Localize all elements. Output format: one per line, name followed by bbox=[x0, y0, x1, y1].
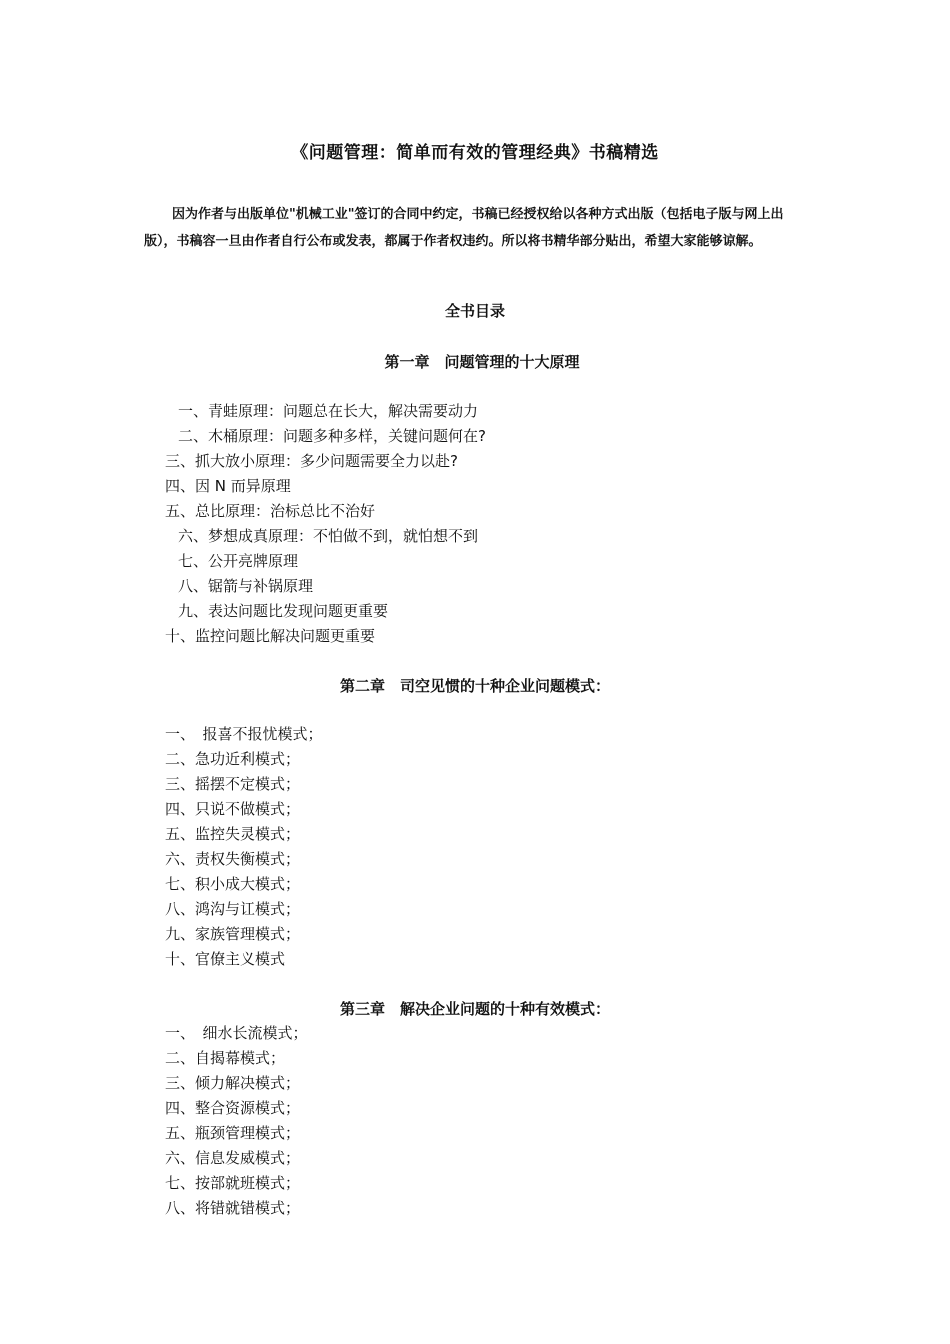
list-item: 五、总比原理：治标总比不治好 bbox=[165, 502, 376, 520]
list-item: 十、监控问题比解决问题更重要 bbox=[165, 627, 376, 645]
list-item: 六、信息发威模式； bbox=[165, 1149, 301, 1167]
chapter-3-list bbox=[165, 1021, 308, 1221]
list-item: 七、按部就班模式； bbox=[165, 1174, 301, 1192]
toc-heading: 全书目录 bbox=[444, 302, 505, 320]
list-item: 八、将错就错模式； bbox=[165, 1199, 301, 1217]
list-item: 三、抓大放小原理：多少问题需要全力以赴? bbox=[165, 452, 458, 470]
list-item: 六、责权失衡模式； bbox=[165, 850, 301, 868]
list-item: 二、急功近利模式； bbox=[165, 750, 301, 768]
list-item: 八、锯箭与补锅原理 bbox=[178, 577, 314, 595]
chapter-1-list bbox=[165, 399, 486, 649]
list-item: 六、梦想成真原理：不怕做不到，就怕想不到 bbox=[178, 527, 479, 545]
chapter-2-list bbox=[165, 722, 323, 972]
chapter-1-heading: 第一章 问题管理的十大原理 bbox=[384, 353, 580, 371]
list-item: 五、瓶颈管理模式； bbox=[165, 1124, 301, 1142]
list-item: 一、青蛙原理：问题总在长大，解决需要动力 bbox=[178, 402, 479, 420]
list-item: 四、整合资源模式； bbox=[165, 1099, 301, 1117]
list-item: 四、因 N 而异原理 bbox=[165, 477, 291, 495]
list-item: 四、只说不做模式； bbox=[165, 800, 301, 818]
list-item: 七、积小成大模式； bbox=[165, 875, 301, 893]
chapter-2-heading: 第二章 司空见惯的十种企业问题模式： bbox=[339, 677, 610, 695]
list-item: 八、鸿沟与讧模式； bbox=[165, 900, 301, 918]
chapter-3-heading: 第三章 解决企业问题的十种有效模式： bbox=[339, 1000, 610, 1018]
list-item: 十、官僚主义模式 bbox=[165, 950, 286, 968]
list-item: 二、木桶原理：问题多种多样，关键问题何在? bbox=[178, 427, 486, 445]
list-item: 三、倾力解决模式； bbox=[165, 1074, 301, 1092]
intro-paragraph: 因为作者与出版单位"机械工业"签订的合同中约定，书稿已经授权给以各种方式出版（包括电子版与网上出版），书稿容一旦由作者自行公布或发表，都属于作者权违约。所以将书精华部分贴出，希望大家能够谅解。 bbox=[144, 207, 784, 249]
list-item: 九、表达问题比发现问题更重要 bbox=[178, 602, 389, 620]
list-item: 九、家族管理模式； bbox=[165, 925, 301, 943]
list-item: 五、监控失灵模式； bbox=[165, 825, 301, 843]
document-title: 《问题管理：简单而有效的管理经典》书稿精选 bbox=[291, 143, 659, 163]
list-item: 三、摇摆不定模式； bbox=[165, 775, 301, 793]
list-item: 二、自揭幕模式； bbox=[165, 1049, 286, 1067]
list-item: 一、 细水长流模式； bbox=[165, 1024, 308, 1042]
list-item: 一、 报喜不报忧模式； bbox=[165, 725, 323, 743]
list-item: 七、公开亮牌原理 bbox=[178, 552, 299, 570]
